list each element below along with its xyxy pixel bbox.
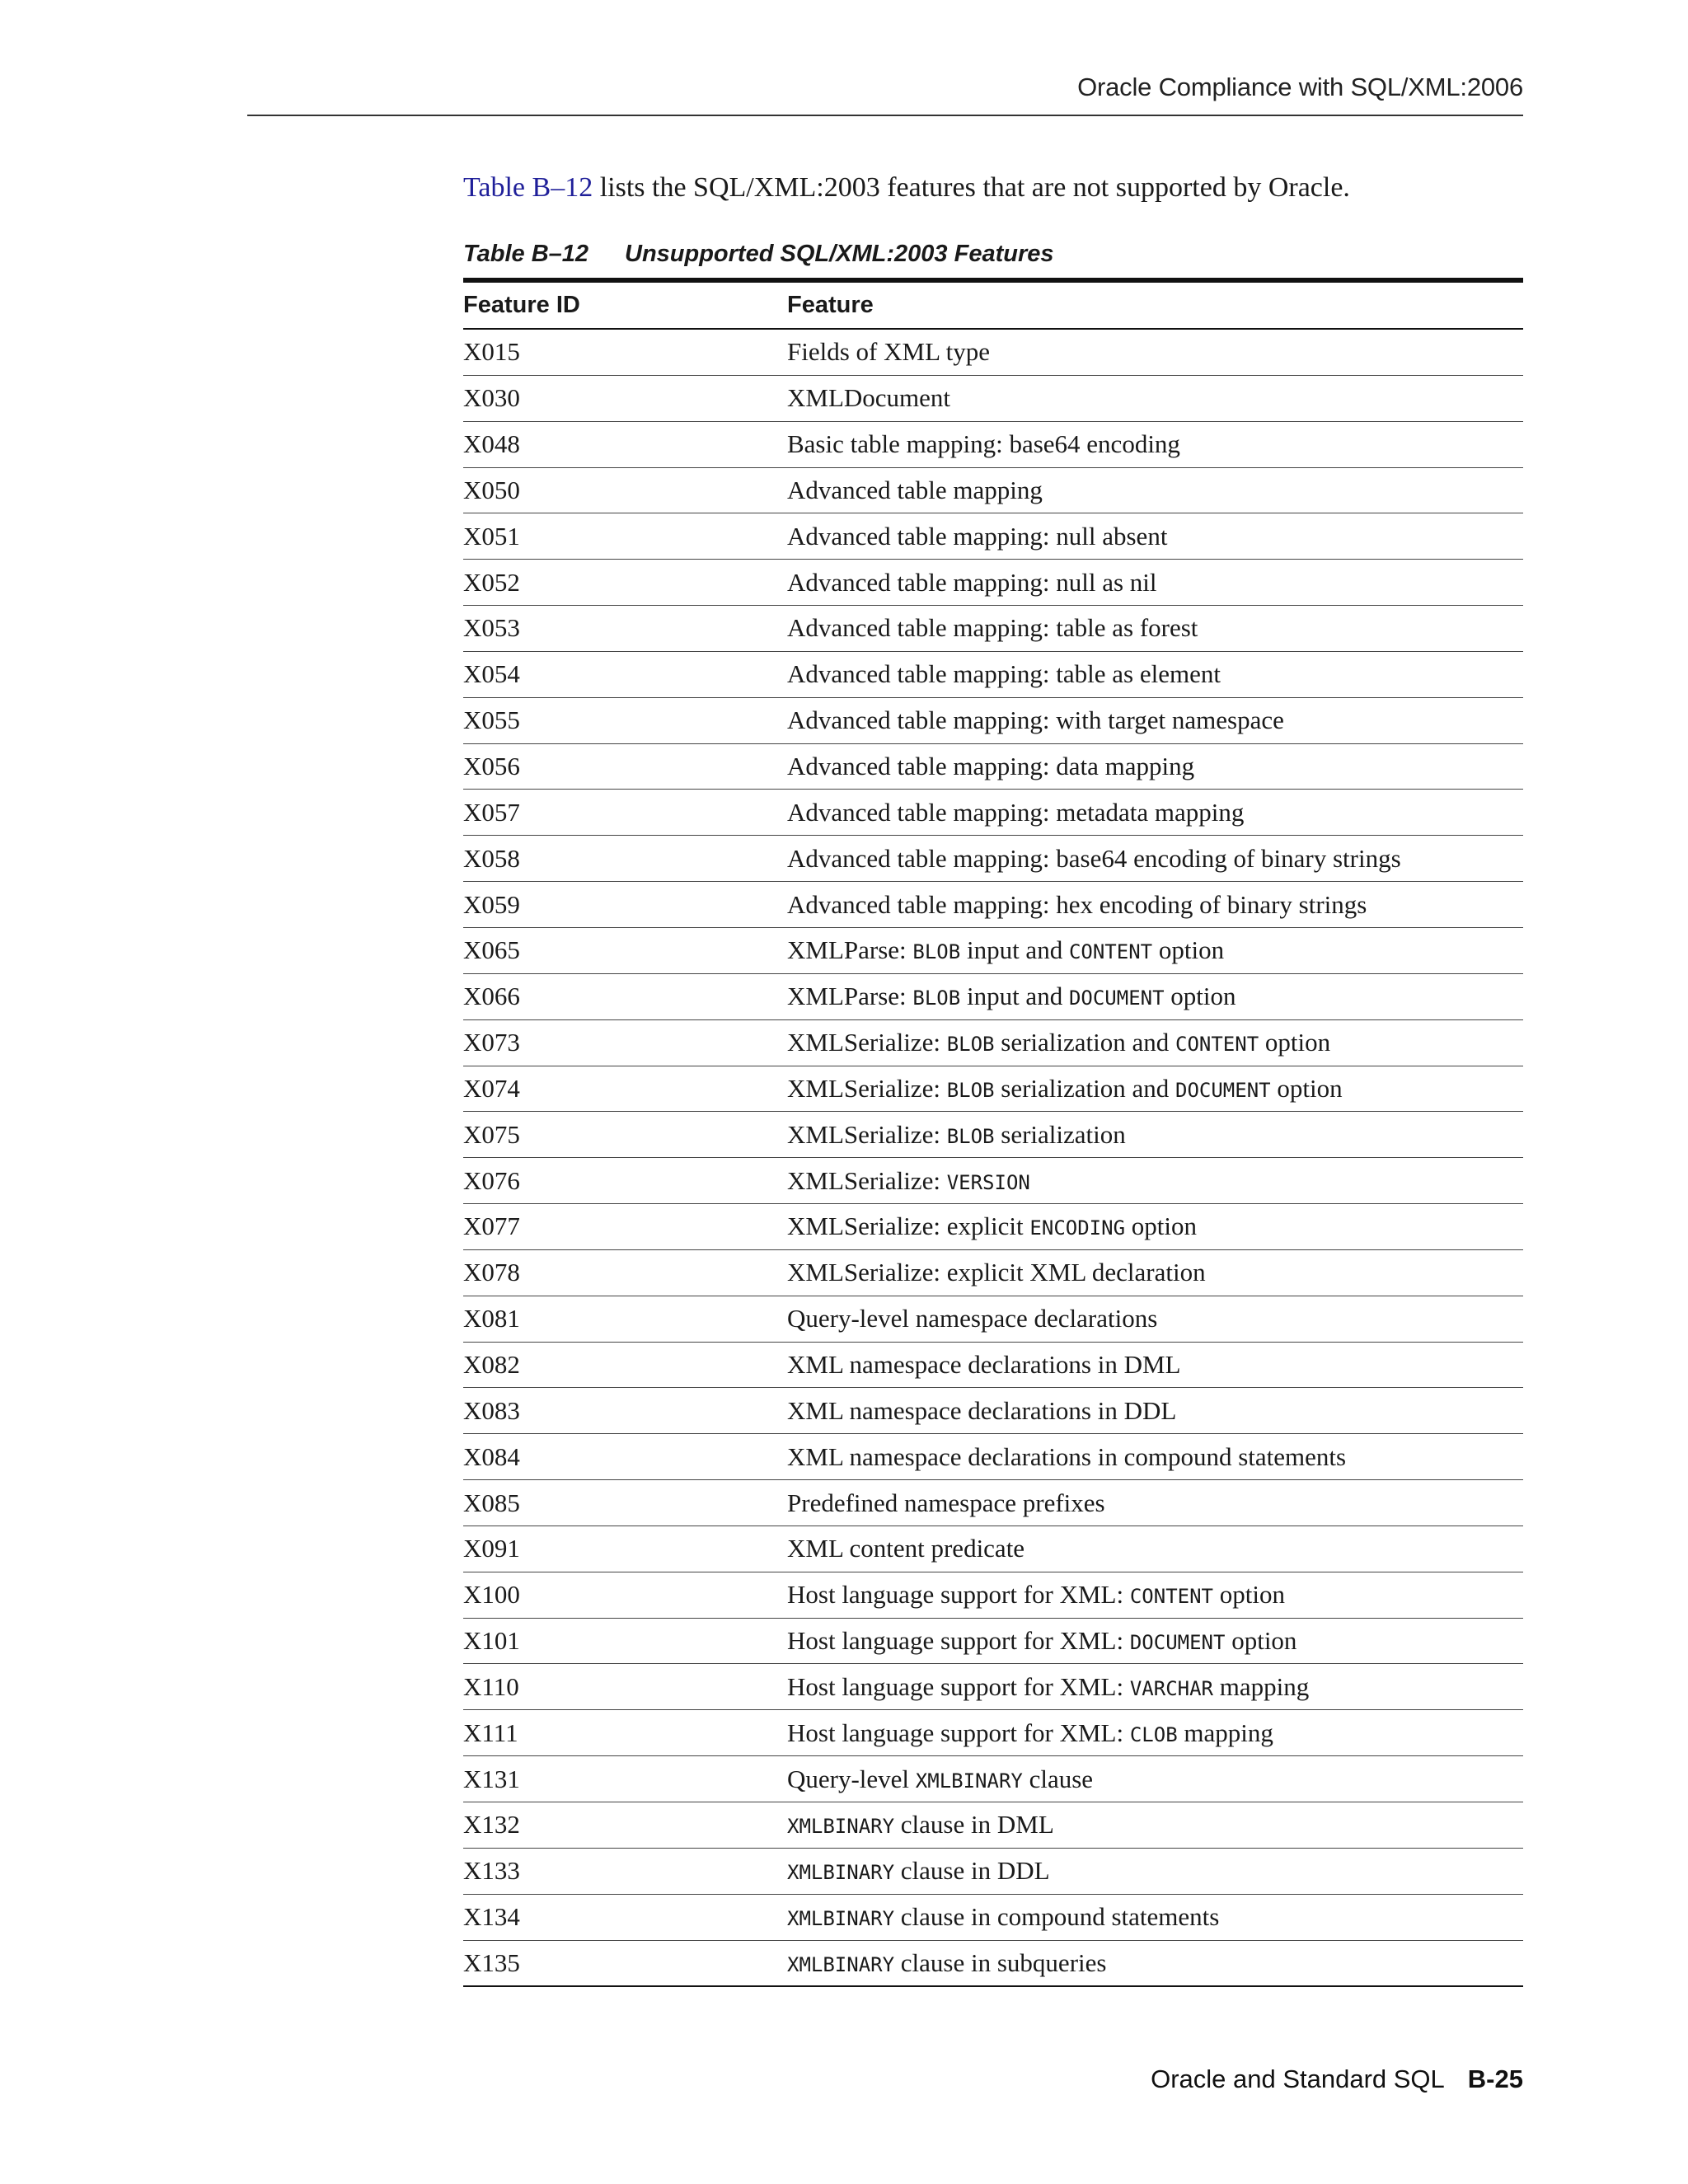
feature-text: option	[1152, 935, 1225, 965]
feature-id-cell: X059	[463, 882, 787, 928]
table-row	[463, 1756, 1523, 1802]
feature-cell	[787, 375, 1523, 421]
feature-id-cell: X030	[463, 375, 787, 421]
table-row	[463, 1618, 1523, 1664]
feature-text: option	[1270, 1073, 1343, 1103]
feature-text: XMLParse:	[787, 935, 913, 965]
code-keyword: DOCUMENT	[1129, 1631, 1226, 1655]
feature-cell	[787, 1848, 1523, 1894]
running-header: Oracle Compliance with SQL/XML:2006	[1077, 73, 1523, 101]
table-body	[463, 329, 1523, 1986]
feature-text: XMLParse:	[787, 982, 913, 1011]
feature-text: Advanced table mapping: null as nil	[787, 567, 1157, 597]
feature-text: Advanced table mapping: data mapping	[787, 752, 1195, 781]
feature-id-cell: X135	[463, 1940, 787, 1986]
code-keyword: CONTENT	[1175, 1033, 1259, 1057]
feature-text: input and	[960, 982, 1069, 1011]
table-row	[463, 1572, 1523, 1618]
feature-text: option	[1259, 1028, 1331, 1057]
feature-text: Query-level namespace declarations	[787, 1304, 1158, 1333]
feature-cell	[787, 606, 1523, 652]
feature-text: XMLSerialize: explicit	[787, 1212, 1030, 1241]
feature-cell	[787, 1249, 1523, 1296]
feature-cell	[787, 1802, 1523, 1849]
feature-cell	[787, 882, 1523, 928]
code-keyword: VERSION	[946, 1170, 1030, 1194]
code-keyword: ENCODING	[1029, 1216, 1126, 1240]
feature-text: Fields of XML type	[787, 337, 990, 367]
feature-id-cell: X075	[463, 1112, 787, 1158]
feature-text: Predefined namespace prefixes	[787, 1488, 1105, 1517]
feature-id-cell: X085	[463, 1480, 787, 1526]
table-caption-title: Unsupported SQL/XML:2003 Features	[625, 241, 1054, 267]
feature-text: Advanced table mapping: with target namespace	[787, 705, 1284, 735]
feature-id-cell: X073	[463, 1019, 787, 1066]
feature-id-cell: X133	[463, 1848, 787, 1894]
table-row	[463, 836, 1523, 882]
feature-text: Basic table mapping: base64 encoding	[787, 429, 1180, 459]
table-row	[463, 421, 1523, 467]
feature-cell	[787, 927, 1523, 973]
table-row	[463, 1802, 1523, 1849]
feature-text: clause in subqueries	[894, 1947, 1107, 1977]
code-keyword: BLOB	[946, 1078, 995, 1102]
code-keyword: CONTENT	[1068, 940, 1153, 964]
feature-text: Host language support for XML:	[787, 1580, 1130, 1610]
feature-text: XML namespace declarations in DML	[787, 1349, 1181, 1379]
intro-paragraph	[463, 172, 1535, 204]
feature-cell	[787, 1756, 1523, 1802]
code-keyword: XMLBINARY	[787, 1815, 895, 1839]
feature-text: Advanced table mapping	[787, 475, 1043, 504]
feature-text: mapping	[1177, 1718, 1273, 1747]
feature-text: Advanced table mapping: null absent	[787, 521, 1168, 551]
table-row	[463, 1204, 1523, 1250]
feature-cell	[787, 1618, 1523, 1664]
table-row	[463, 606, 1523, 652]
code-keyword: BLOB	[946, 1033, 995, 1057]
feature-id-cell: X053	[463, 606, 787, 652]
feature-id-cell: X050	[463, 467, 787, 513]
code-keyword: VARCHAR	[1129, 1676, 1214, 1700]
table-row	[463, 743, 1523, 790]
code-keyword: XMLBINARY	[787, 1952, 895, 1976]
feature-text: Host language support for XML:	[787, 1626, 1130, 1656]
feature-id-cell: X134	[463, 1894, 787, 1940]
feature-cell	[787, 467, 1523, 513]
feature-cell	[787, 1158, 1523, 1204]
feature-text: XMLSerialize:	[787, 1073, 947, 1103]
code-keyword: BLOB	[912, 987, 961, 1010]
table-row	[463, 1296, 1523, 1342]
feature-text: Host language support for XML:	[787, 1718, 1130, 1747]
table-row	[463, 882, 1523, 928]
feature-id-cell: X052	[463, 560, 787, 606]
feature-id-cell: X055	[463, 697, 787, 743]
feature-cell	[787, 1204, 1523, 1250]
feature-cell	[787, 1894, 1523, 1940]
feature-id-cell: X101	[463, 1618, 787, 1664]
feature-id-cell: X066	[463, 973, 787, 1019]
code-keyword: DOCUMENT	[1068, 987, 1165, 1010]
column-header-feature: Feature	[787, 280, 1523, 329]
table-row	[463, 329, 1523, 375]
feature-text: XMLDocument	[787, 383, 951, 413]
page-number: B-25	[1467, 2064, 1523, 2093]
feature-cell	[787, 836, 1523, 882]
table-reference-link[interactable]: Table B–12	[463, 172, 593, 203]
feature-text: Advanced table mapping: base64 encoding of binary strings	[787, 843, 1401, 873]
code-keyword: CLOB	[1129, 1722, 1178, 1746]
table-row	[463, 1158, 1523, 1204]
code-keyword: XMLBINARY	[915, 1769, 1023, 1793]
feature-cell	[787, 1019, 1523, 1066]
feature-text: mapping	[1213, 1671, 1310, 1701]
feature-id-cell: X078	[463, 1249, 787, 1296]
feature-text: clause	[1022, 1764, 1094, 1793]
feature-id-cell: X077	[463, 1204, 787, 1250]
intro-text: lists the SQL/XML:2003 features that are not supported by Oracle.	[593, 172, 1350, 203]
table-row	[463, 790, 1523, 836]
table-row	[463, 927, 1523, 973]
table-row	[463, 1019, 1523, 1066]
feature-text: Advanced table mapping: hex encoding of binary strings	[787, 889, 1367, 919]
feature-text: XML namespace declarations in DDL	[787, 1395, 1177, 1425]
feature-text: XMLSerialize:	[787, 1028, 947, 1057]
feature-id-cell: X058	[463, 836, 787, 882]
table-caption-number: Table B–12	[463, 241, 589, 267]
feature-text: clause in compound statements	[894, 1902, 1220, 1932]
feature-text: XML namespace declarations in compound statements	[787, 1441, 1347, 1471]
feature-cell	[787, 329, 1523, 375]
feature-cell	[787, 1296, 1523, 1342]
feature-cell	[787, 697, 1523, 743]
feature-cell	[787, 421, 1523, 467]
feature-cell	[787, 1112, 1523, 1158]
table-row	[463, 560, 1523, 606]
feature-cell	[787, 651, 1523, 697]
table-row	[463, 1112, 1523, 1158]
feature-cell	[787, 1940, 1523, 1986]
feature-id-cell: X081	[463, 1296, 787, 1342]
feature-id-cell: X076	[463, 1158, 787, 1204]
feature-text: option	[1225, 1626, 1297, 1656]
code-keyword: DOCUMENT	[1175, 1078, 1271, 1102]
feature-text: serialization	[994, 1119, 1126, 1149]
feature-id-cell: X110	[463, 1664, 787, 1710]
feature-id-cell: X131	[463, 1756, 787, 1802]
code-keyword: XMLBINARY	[787, 1861, 895, 1885]
feature-cell	[787, 1342, 1523, 1388]
table-row	[463, 1249, 1523, 1296]
table-row	[463, 1940, 1523, 1986]
feature-table-container	[463, 278, 1523, 1987]
table-row	[463, 375, 1523, 421]
table-row	[463, 1848, 1523, 1894]
table-row	[463, 1434, 1523, 1480]
footer-book-title: Oracle and Standard SQL	[1151, 2064, 1445, 2093]
table-row	[463, 467, 1523, 513]
feature-cell	[787, 1526, 1523, 1572]
feature-text: XML content predicate	[787, 1534, 1025, 1563]
feature-cell	[787, 743, 1523, 790]
feature-text: input and	[960, 935, 1069, 965]
code-keyword: BLOB	[946, 1124, 995, 1148]
feature-text: option	[1164, 982, 1236, 1011]
feature-text: XMLSerialize:	[787, 1165, 947, 1195]
feature-text: Query-level	[787, 1764, 916, 1793]
feature-id-cell: X083	[463, 1388, 787, 1434]
table-row	[463, 1894, 1523, 1940]
feature-text: clause in DML	[894, 1810, 1054, 1840]
feature-cell	[787, 1572, 1523, 1618]
feature-id-cell: X056	[463, 743, 787, 790]
feature-id-cell: X111	[463, 1710, 787, 1756]
feature-cell	[787, 1480, 1523, 1526]
feature-id-cell: X074	[463, 1066, 787, 1112]
feature-cell	[787, 973, 1523, 1019]
feature-id-cell: X082	[463, 1342, 787, 1388]
feature-cell	[787, 1434, 1523, 1480]
feature-text: clause in DDL	[894, 1856, 1050, 1886]
feature-id-cell: X057	[463, 790, 787, 836]
table-row	[463, 651, 1523, 697]
feature-text: Advanced table mapping: metadata mapping	[787, 797, 1245, 827]
unsupported-features-table	[463, 278, 1523, 1987]
feature-id-cell: X091	[463, 1526, 787, 1572]
table-row	[463, 1388, 1523, 1434]
table-row	[463, 1066, 1523, 1112]
feature-cell	[787, 513, 1523, 560]
feature-id-cell: X015	[463, 329, 787, 375]
feature-cell	[787, 1710, 1523, 1756]
table-row	[463, 1342, 1523, 1388]
code-keyword: BLOB	[912, 940, 961, 964]
feature-text: serialization and	[994, 1073, 1175, 1103]
table-row	[463, 973, 1523, 1019]
feature-id-cell: X100	[463, 1572, 787, 1618]
table-row	[463, 513, 1523, 560]
feature-id-cell: X084	[463, 1434, 787, 1480]
page-footer	[247, 2064, 1523, 2094]
table-header-row	[463, 280, 1523, 329]
table-row	[463, 1664, 1523, 1710]
feature-text: XMLSerialize: explicit XML declaration	[787, 1258, 1206, 1287]
code-keyword: XMLBINARY	[787, 1907, 895, 1931]
feature-cell	[787, 1388, 1523, 1434]
feature-id-cell: X048	[463, 421, 787, 467]
table-row	[463, 1480, 1523, 1526]
feature-id-cell: X051	[463, 513, 787, 560]
feature-text: Host language support for XML:	[787, 1671, 1130, 1701]
feature-id-cell: X132	[463, 1802, 787, 1849]
feature-text: Advanced table mapping: table as element	[787, 659, 1221, 689]
feature-text: serialization and	[994, 1028, 1175, 1057]
table-row	[463, 697, 1523, 743]
feature-text: XMLSerialize:	[787, 1119, 947, 1149]
feature-text: option	[1213, 1580, 1285, 1610]
table-caption	[463, 241, 1054, 268]
feature-id-cell: X065	[463, 927, 787, 973]
feature-cell	[787, 560, 1523, 606]
feature-cell	[787, 1664, 1523, 1710]
feature-text: option	[1125, 1212, 1197, 1241]
feature-text: Advanced table mapping: table as forest	[787, 613, 1198, 643]
column-header-feature-id: Feature ID	[463, 280, 787, 329]
table-row	[463, 1526, 1523, 1572]
feature-cell	[787, 790, 1523, 836]
table-row	[463, 1710, 1523, 1756]
feature-id-cell: X054	[463, 651, 787, 697]
code-keyword: CONTENT	[1129, 1585, 1214, 1609]
feature-cell	[787, 1066, 1523, 1112]
header-rule	[247, 115, 1523, 116]
